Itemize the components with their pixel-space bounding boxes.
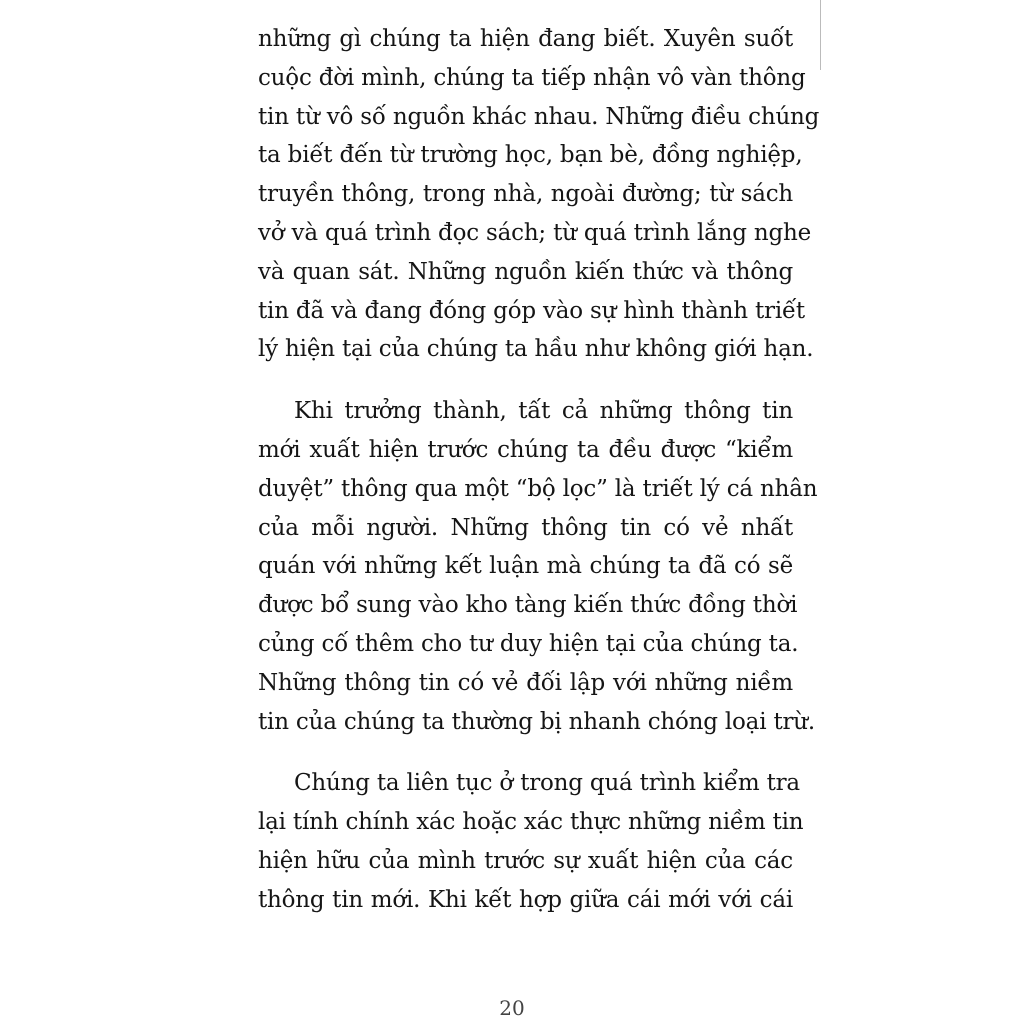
text-line: thông tin mới. Khi kết hợp giữa cái mới với cái [258,886,793,913]
text-line: ta biết đến từ trường học, bạn bè, đồng nghiệp, [258,142,803,169]
text-line: của mỗi người. Những thông tin có vẻ nhất [258,514,793,541]
paragraph [258,392,818,741]
paragraph [258,764,804,919]
page-number: 20 [499,996,525,1020]
text-line: quán với những kết luận mà chúng ta đã có sẽ [258,553,793,580]
page-edge-line [820,0,821,70]
text-line: Chúng ta liên tục ở trong quá trình kiểm tra [294,770,800,797]
text-line: được bổ sung vào kho tàng kiến thức đồng thời [258,592,798,619]
text-line: lại tính chính xác hoặc xác thực những niềm tin [258,809,804,836]
text-line: củng cố thêm cho tư duy hiện tại của chúng ta. [258,630,799,657]
text-line: duyệt” thông qua một “bộ lọc” là triết lý cá nhân [258,475,818,502]
text-line: Khi trưởng thành, tất cả những thông tin [294,398,793,425]
text-line: truyền thông, trong nhà, ngoài đường; từ sách [258,181,793,208]
text-line: mới xuất hiện trước chúng ta đều được “kiểm [258,436,793,463]
text-line: tin đã và đang đóng góp vào sự hình thành triết [258,297,805,324]
page-body [258,20,820,943]
text-line: lý hiện tại của chúng ta hầu như không giới hạn. [258,336,814,363]
paragraph [258,20,820,369]
text-line: và quan sát. Những nguồn kiến thức và thông [258,258,793,285]
text-line: tin của chúng ta thường bị nhanh chóng loại trừ. [258,708,816,735]
text-line: tin từ vô số nguồn khác nhau. Những điều chúng [258,103,820,130]
text-line: hiện hữu của mình trước sự xuất hiện của các [258,847,793,874]
text-line: những gì chúng ta hiện đang biết. Xuyên suốt [258,26,793,52]
text-line: cuộc đời mình, chúng ta tiếp nhận vô vàn thông [258,64,806,91]
text-line: Những thông tin có vẻ đối lập với những niềm [258,669,793,696]
text-line: vở và quá trình đọc sách; từ quá trình lắng nghe [258,219,812,246]
